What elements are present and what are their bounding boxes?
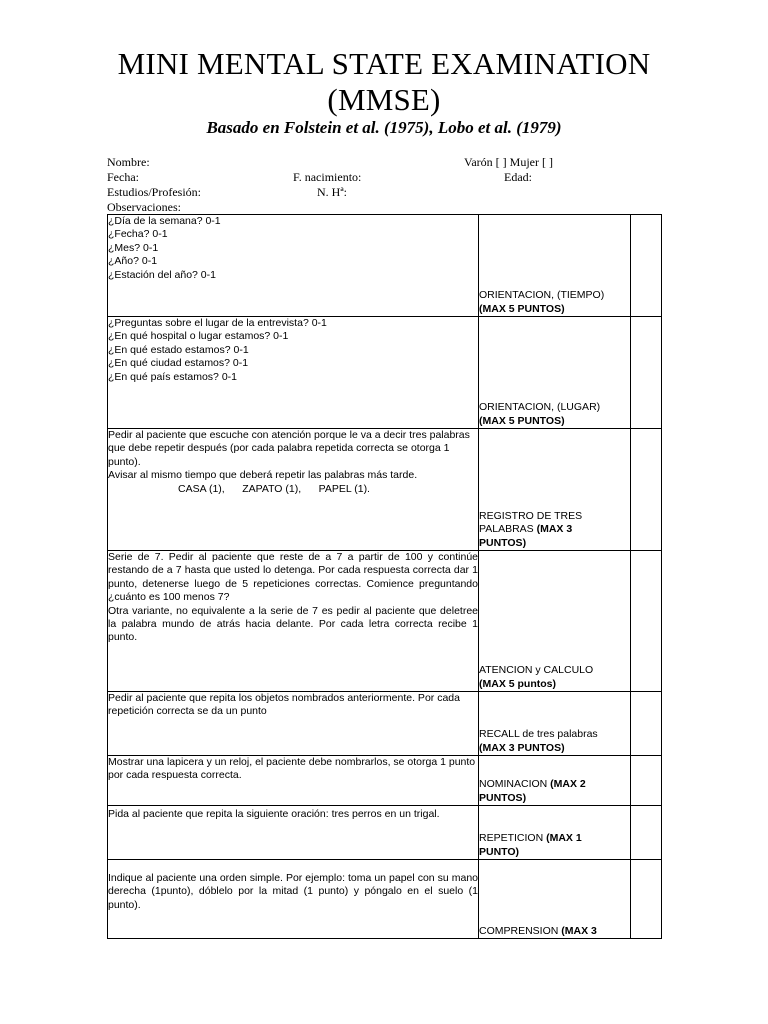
category-points: (MAX 3 PUNTOS)	[479, 741, 565, 754]
category-label: REGISTRO DE TRES PALABRAS	[479, 509, 583, 536]
document-title: MINI MENTAL STATE EXAMINATION	[117, 46, 651, 81]
question-text: Serie de 7. Pedir al paciente que reste de a 7 a partir de 100 y continúe restando de a 7 hasta que usted lo detenga. Por cada respuesta correcta dar 1 punto, detenerse luego de 5 repeticiones correctas. Comience preguntando ¿cuánto es 100 menos 7? Otra variante, no equivalente a la serie de 7 es pedir al paciente que deletree la palabra mundo de atrás hacia delante. Por cada letra correcta recibe 1 punto.	[108, 551, 478, 644]
question-cell	[108, 317, 479, 429]
table-row	[108, 756, 662, 806]
exam-table	[107, 214, 662, 939]
score-cell[interactable]	[631, 551, 662, 692]
question-cell	[108, 860, 479, 939]
question-cell	[108, 551, 479, 692]
table-row	[108, 429, 662, 551]
table-row	[108, 860, 662, 939]
score-cell[interactable]	[631, 215, 662, 317]
question-cell	[108, 806, 479, 860]
question-cell	[108, 429, 479, 551]
question-cell	[108, 756, 479, 806]
question-cell	[108, 215, 479, 317]
document-title-abbrev: (MMSE)	[327, 82, 441, 117]
score-cell[interactable]	[631, 429, 662, 551]
category-cell	[479, 215, 631, 317]
field-nombre: Nombre:	[107, 155, 150, 169]
question-text: Mostrar una lapicera y un reloj, el paciente debe nombrarlos, se otorga 1 punto por cada respuesta correcta.	[108, 756, 476, 782]
field-fecha: Fecha:	[107, 170, 139, 184]
question-cell	[108, 692, 479, 756]
field-nha: N. Hª:	[317, 185, 347, 199]
category-points: (MAX 3	[561, 924, 597, 937]
question-text: Indique al paciente una orden simple. Por ejemplo: toma un papel con su mano derecha (1punto), dóblelo por la mitad (1 punto) y póngalo en el suelo (1 punto).	[108, 872, 478, 911]
category-points: (MAX 5 PUNTOS)	[479, 302, 565, 315]
document-subtitle: Basado en Folstein et al. (1975), Lobo et al. (1979)	[206, 118, 562, 137]
question-text: Pedir al paciente que escuche con atención porque le va a decir tres palabras que debe repetir después (por cada palabra repetida correcta se otorga 1 punto). Avisar al mismo tiempo que deberá repetir las palabras más tarde. CASA (1), ZAPATO (1), PAPEL (1).	[108, 429, 470, 495]
category-cell	[479, 692, 631, 756]
score-cell[interactable]	[631, 317, 662, 429]
category-label: REPETICION	[479, 832, 547, 845]
table-row	[108, 806, 662, 860]
score-cell[interactable]	[631, 756, 662, 806]
category-points: (MAX 1 PUNTO)	[479, 832, 582, 858]
category-cell	[479, 756, 631, 806]
category-cell	[479, 806, 631, 860]
question-text: Pedir al paciente que repita los objetos nombrados anteriormente. Por cada repetición correcta se da un punto	[108, 692, 460, 718]
field-f-nacimiento: F. nacimiento:	[293, 170, 362, 184]
category-label: ORIENTACION, (LUGAR)	[479, 401, 601, 414]
category-points: (MAX 3 PUNTOS)	[479, 523, 573, 549]
score-cell[interactable]	[631, 860, 662, 939]
score-cell[interactable]	[631, 692, 662, 756]
category-label: COMPRENSION	[479, 924, 562, 937]
category-points: (MAX 5 puntos)	[479, 677, 556, 690]
table-row	[108, 317, 662, 429]
category-cell	[479, 551, 631, 692]
table-row	[108, 692, 662, 756]
field-observaciones: Observaciones:	[107, 200, 181, 214]
category-label: ORIENTACION, (TIEMPO)	[479, 289, 605, 302]
category-label: NOMINACION	[479, 778, 551, 791]
category-cell	[479, 860, 631, 939]
question-text: Pida al paciente que repita la siguiente oración: tres perros en un trigal.	[108, 808, 440, 820]
question-text: ¿Preguntas sobre el lugar de la entrevista? 0-1 ¿En qué hospital o lugar estamos? 0-1 ¿En qué estado estamos? 0-1 ¿En qué ciudad estamos? 0-1 ¿En qué país estamos? 0-1	[108, 317, 327, 383]
score-cell[interactable]	[631, 806, 662, 860]
field-edad: Edad:	[504, 170, 532, 184]
category-points: (MAX 2 PUNTOS)	[479, 778, 586, 804]
table-row	[108, 215, 662, 317]
category-cell	[479, 429, 631, 551]
question-text: ¿Día de la semana? 0-1 ¿Fecha? 0-1 ¿Mes? 0-1 ¿Año? 0-1 ¿Estación del año? 0-1	[108, 215, 221, 281]
table-row	[108, 551, 662, 692]
field-sexo: Varón [ ] Mujer [ ]	[464, 155, 553, 169]
category-cell	[479, 317, 631, 429]
category-label: ATENCION y CALCULO	[479, 664, 594, 677]
category-label: RECALL de tres palabras	[479, 728, 598, 741]
field-estudios: Estudios/Profesión:	[107, 185, 202, 199]
category-points: (MAX 5 PUNTOS)	[479, 414, 565, 427]
